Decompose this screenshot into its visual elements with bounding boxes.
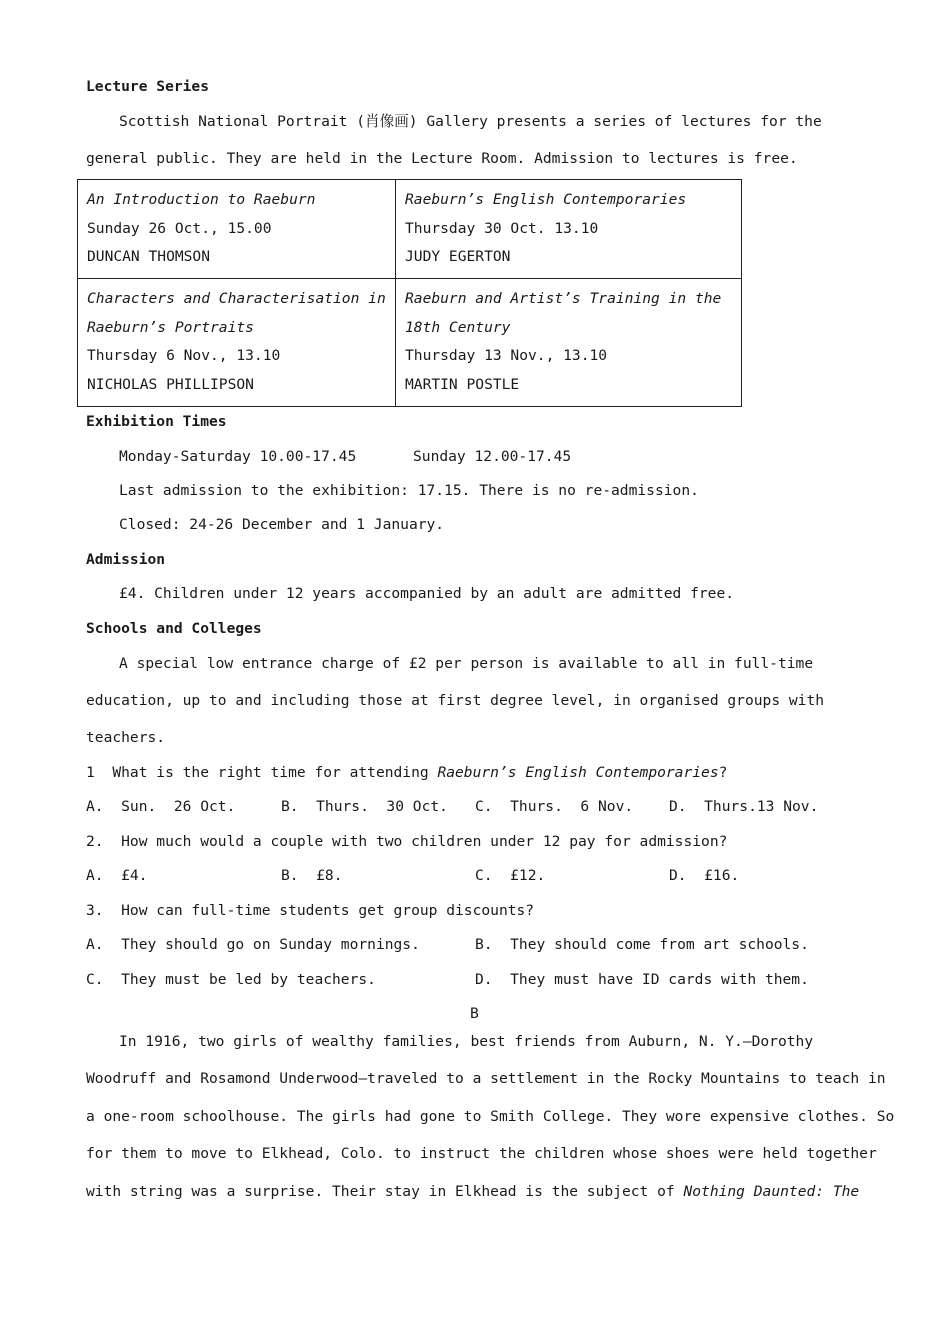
passage-line-5 bbox=[86, 1183, 859, 1201]
lecture-speaker: NICHOLAS PHILLIPSON bbox=[87, 376, 254, 394]
question-2-stem: 2. How much would a couple with two children under 12 pay for admission? bbox=[86, 833, 728, 850]
lecture-speaker: JUDY EGERTON bbox=[405, 248, 511, 266]
question-3-option-b: B. They should come from art schools. bbox=[475, 936, 809, 953]
question-1-stem bbox=[86, 764, 727, 782]
weekday-hours: Monday-Saturday 10.00-17.45 bbox=[119, 448, 357, 465]
lecture-series-heading: Lecture Series bbox=[86, 78, 210, 95]
admission-text: £4. Children under 12 years accompanied by an adult are admitted free. bbox=[119, 585, 735, 602]
lecture-table bbox=[77, 179, 742, 407]
section-b-label: B bbox=[470, 1005, 479, 1022]
last-admission: Last admission to the exhibition: 17.15. There is no re-admission. bbox=[119, 482, 699, 499]
question-1-stem-suffix: ? bbox=[718, 764, 728, 781]
question-3-option-c: C. They must be led by teachers. bbox=[86, 971, 376, 988]
lecture-title: Characters and Characterisation in bbox=[87, 290, 386, 307]
question-1-option-c: C. Thurs. 6 Nov. bbox=[475, 798, 634, 815]
lecture-title-cont: Raeburn’s Portraits bbox=[87, 318, 254, 336]
lecture-intro-line-1: Scottish National Portrait (肖像画) Gallery presents a series of lectures for the bbox=[119, 113, 822, 130]
question-2-option-d: D. £16. bbox=[669, 867, 740, 884]
question-3-stem: 3. How can full-time students get group discounts? bbox=[86, 902, 535, 919]
passage-line-1: In 1916, two girls of wealthy families, best friends from Auburn, N. Y.—Dorothy bbox=[119, 1033, 814, 1050]
question-1-stem-prefix: 1 What is the right time for attending bbox=[86, 764, 438, 781]
lecture-title: An Introduction to Raeburn bbox=[87, 191, 316, 208]
lecture-speaker: DUNCAN THOMSON bbox=[87, 248, 211, 266]
passage-line-2: Woodruff and Rosamond Underwood—traveled to a settlement in the Rocky Mountains to teach in bbox=[86, 1070, 886, 1087]
lecture-title: Raeburn and Artist’s Training in the bbox=[405, 290, 722, 307]
lecture-cell bbox=[396, 180, 742, 279]
question-1-option-b: B. Thurs. 30 Oct. bbox=[281, 798, 448, 815]
question-2-option-c: C. £12. bbox=[475, 867, 546, 884]
lecture-date: Thursday 13 Nov., 13.10 bbox=[405, 347, 608, 365]
lecture-title: Raeburn’s English Contemporaries bbox=[405, 191, 687, 208]
lecture-intro-line-2: general public. They are held in the Lecture Room. Admission to lectures is free. bbox=[86, 150, 798, 167]
schools-line-3: teachers. bbox=[86, 729, 166, 746]
lecture-speaker: MARTIN POSTLE bbox=[405, 376, 520, 394]
lecture-date: Thursday 30 Oct. 13.10 bbox=[405, 219, 599, 237]
closed-dates: Closed: 24-26 December and 1 January. bbox=[119, 516, 445, 533]
lecture-title-cont: 18th Century bbox=[405, 318, 511, 336]
book-title: Nothing Daunted: The bbox=[683, 1183, 860, 1200]
question-3-option-a: A. They should go on Sunday mornings. bbox=[86, 936, 420, 953]
question-1-option-a: A. Sun. 26 Oct. bbox=[86, 798, 236, 815]
question-1-stem-italic: Raeburn’s English Contemporaries bbox=[437, 764, 719, 781]
admission-heading: Admission bbox=[86, 551, 166, 568]
lecture-cell bbox=[78, 180, 396, 279]
passage-line-5-text: with string was a surprise. Their stay in Elkhead is the subject of bbox=[86, 1183, 684, 1200]
exhibition-times-heading: Exhibition Times bbox=[86, 413, 227, 430]
lecture-cell bbox=[78, 279, 396, 407]
sunday-hours: Sunday 12.00-17.45 bbox=[413, 448, 572, 465]
question-2-option-b: B. £8. bbox=[281, 867, 343, 884]
lecture-date: Thursday 6 Nov., 13.10 bbox=[87, 347, 281, 365]
schools-line-2: education, up to and including those at first degree level, in organised groups with bbox=[86, 692, 825, 709]
passage-line-4: for them to move to Elkhead, Colo. to instruct the children whose shoes were held together bbox=[86, 1145, 877, 1162]
passage-line-3: a one-room schoolhouse. The girls had gone to Smith College. They wore expensive clothes. So bbox=[86, 1108, 895, 1125]
schools-line-1: A special low entrance charge of £2 per person is available to all in full-time bbox=[119, 655, 814, 672]
question-1-option-d: D. Thurs.13 Nov. bbox=[669, 798, 819, 815]
lecture-cell bbox=[396, 279, 742, 407]
lecture-date: Sunday 26 Oct., 15.00 bbox=[87, 219, 272, 237]
question-3-option-d: D. They must have ID cards with them. bbox=[475, 971, 809, 988]
schools-heading: Schools and Colleges bbox=[86, 620, 262, 637]
question-2-option-a: A. £4. bbox=[86, 867, 148, 884]
